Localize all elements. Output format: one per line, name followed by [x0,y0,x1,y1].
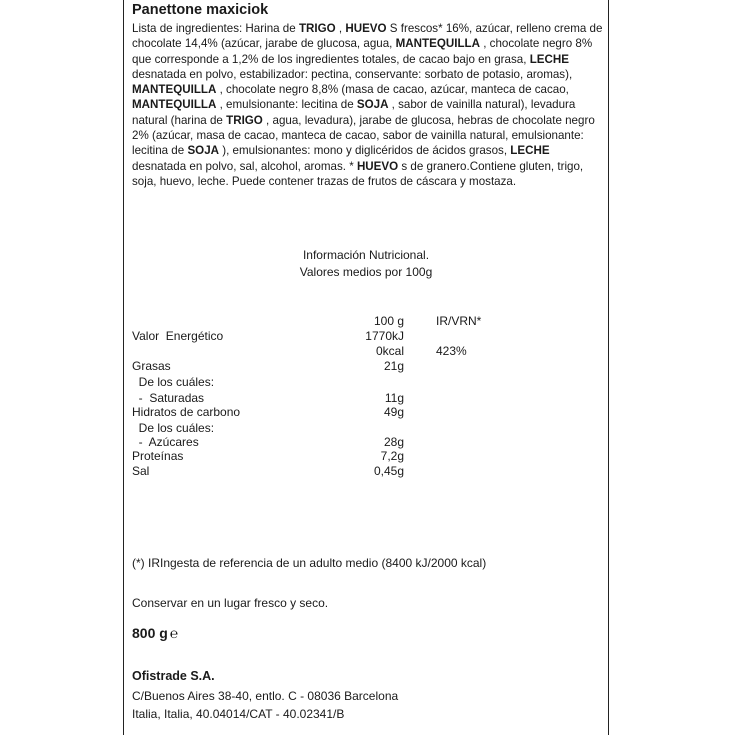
nutrition-row [132,464,602,479]
allergen-text: HUEVO [356,159,399,173]
nutrition-row [132,405,602,420]
column-100g: 100 g [373,314,404,328]
company-address-line1: C/Buenos Aires 38-40, entlo. C - 08036 Barcelona [132,689,399,703]
nutrition-subheading: Valores medios por 100g [299,265,433,279]
nutrient-value: 1770kJ [365,329,404,343]
allergen-text: MANTEQUILLA [395,37,480,51]
company-name: Ofistrade S.A. [132,669,215,683]
allergen-text: TRIGO [226,113,263,127]
nutrient-value: 49g [383,405,404,419]
nutrition-heading: Información Nutricional. [302,248,430,262]
nutrition-column-headers [132,314,602,329]
ingredient-text: Lista de ingredientes: Harina de [132,22,299,35]
nutrient-label: Valor Energético [132,329,224,343]
nutrient-label: Sal [132,464,150,478]
ingredient-text: desnatada en polvo, estabilizador: pectina, conservante: sorbato de potasio, aromas), [132,67,573,81]
reference-intake-footnote: (*) IRIngesta de referencia de un adulto medio (8400 kJ/2000 kcal) [132,556,487,570]
nutrient-value: 0,45g [373,464,404,478]
nutrient-percent: 423% [436,344,467,358]
nutrition-row [132,329,602,344]
nutrient-value: 7,2g [380,449,404,463]
nutrient-value: 0kcal [375,344,404,358]
nutrient-value: 21g [383,359,404,373]
ingredient-text: s de granero.Contiene gluten, trigo, soja, huevo, leche. Puede contener trazas de frutos de cáscara y mostaza. [132,159,584,188]
estimated-sign-icon: ℮ [169,625,179,641]
ingredient-text: , [335,22,346,35]
nutrient-label: Grasas [132,359,171,373]
nutrient-label: - Azúcares [132,435,199,449]
ingredient-text: , sabor de vainilla natural), levadura natural (harina de [132,98,576,127]
allergen-text: SOJA [187,144,220,158]
ingredient-text: ), emulsionantes: mono y diglicéridos de ácidos grasos, [219,144,511,158]
nutrient-label: - Saturadas [132,391,205,405]
nutrition-row [132,435,602,450]
product-title: Panettone maxiciok [132,2,269,18]
allergen-text: MANTEQUILLA [132,98,217,112]
nutrient-label: Hidratos de carbono [132,405,241,419]
ingredient-text: , emulsionante: lecitina de [216,98,357,112]
ingredient-text: , chocolate negro 8,8% (masa de cacao, azúcar, manteca de cacao, [216,83,569,97]
ingredient-text: , chocolate negro 8% que corresponde a 1,2% de los ingredientes totales, de cacao bajo en grasa, [132,37,593,66]
allergen-text: SOJA [356,98,389,112]
ingredient-text: , agua, levadura), jarabe de glucosa, hebras de chocolate negro 2% (azúcar, masa de cacao, manteca de cacao, sabor de vainilla natural, emulsionante: lecitina de [132,113,595,158]
nutrient-value: 28g [383,435,404,449]
nutrition-row [132,344,602,359]
company-address-line2: Italia, Italia, 40.04014/CAT - 40.02341/B [132,707,345,721]
nutrient-label: Proteínas [132,449,184,463]
nutrient-label: De los cuáles: [132,421,215,435]
nutrient-value: 11g [384,391,404,405]
allergen-text: TRIGO [298,22,336,35]
nutrition-row [132,359,602,374]
column-ir-vrn: IR/VRN* [436,314,482,328]
storage-instructions: Conservar en un lugar fresco y seco. [132,596,329,610]
ingredient-text: S frescos* 16%, azúcar, relleno crema de chocolate 14,4% (azúcar, jarabe de glucosa, agua, [132,22,603,51]
net-weight-value: 800 g [132,625,168,641]
nutrition-row [132,391,602,406]
ingredients-list [132,21,606,189]
allergen-text: LECHE [510,144,550,158]
nutrition-row [132,449,602,464]
allergen-text: LECHE [529,52,569,66]
allergen-text: HUEVO [345,22,387,35]
ingredient-text: desnatada en polvo, sal, alcohol, aromas. * [132,159,357,173]
allergen-text: MANTEQUILLA [132,83,217,97]
nutrition-row [132,375,602,390]
nutrient-label: De los cuáles: [132,375,215,389]
nutrition-row [132,421,602,436]
net-weight [132,625,178,641]
